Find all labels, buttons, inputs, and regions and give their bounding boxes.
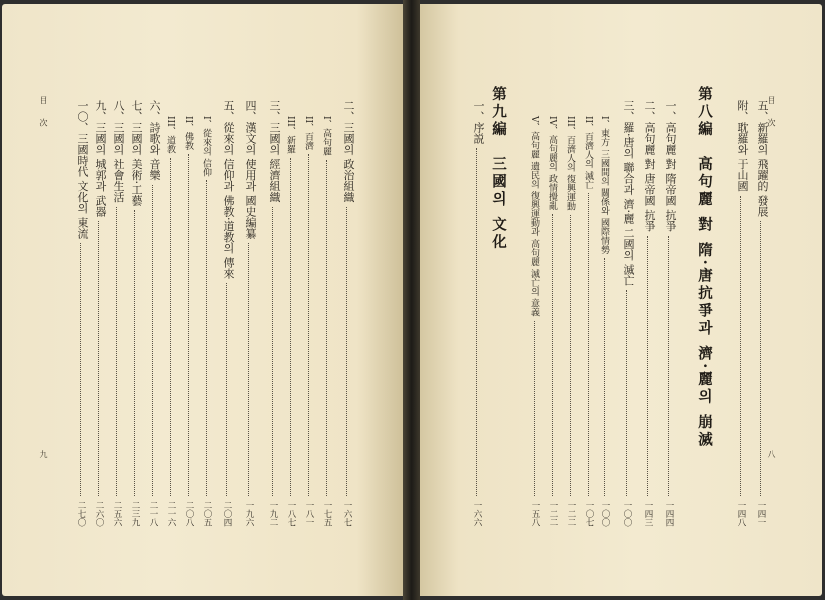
folio: 八 (767, 450, 776, 458)
dot-leader (552, 214, 553, 496)
dot-leader (534, 321, 535, 496)
toc-entry-page: 二七〇 (76, 501, 86, 527)
toc-entry-page: 一四四 (664, 501, 674, 527)
toc-entry-page: 二一六 (166, 501, 176, 527)
toc-entry-label: 八、三國의 社會生活 (112, 100, 125, 203)
toc-entry-page: 一六六 (472, 501, 482, 527)
toc-entry-label: 一、高句麗 對 隋帝國 抗爭 (664, 100, 677, 232)
toc-entry-page: 一五八 (530, 501, 540, 527)
dot-leader (760, 221, 761, 496)
dot-leader (668, 236, 669, 497)
toc-entry-page: 一〇〇 (622, 501, 632, 527)
dot-leader (740, 196, 741, 497)
toc-entry-label: 五、新羅의 飛躍的 發展 (756, 100, 769, 217)
left-page (2, 4, 405, 596)
toc-entry-label: II、百濟 (303, 116, 313, 151)
toc-entry-page: 一八一 (304, 501, 314, 527)
dot-leader (346, 207, 347, 497)
toc-entry-label: 二、高句麗 對 唐帝國 抗爭 (643, 100, 656, 232)
toc-entry-page: 一〇七 (584, 501, 594, 527)
dot-leader (80, 243, 81, 496)
dot-leader (647, 236, 648, 497)
toc-entry-label: II、佛教 (183, 116, 193, 151)
dot-leader (626, 290, 627, 496)
dot-leader (570, 215, 571, 496)
toc-entry-label: III、百濟人의 復興運動 (565, 116, 575, 211)
toc-entry-label: V、高句麗 遺民의 復興運動과 高句麗 滅亡의 意義 (529, 116, 539, 317)
running-head: 目 次 (39, 96, 48, 133)
toc-entry-page: 二三九 (130, 501, 140, 527)
toc-entry-page: 一六七 (342, 501, 352, 527)
dot-leader (308, 154, 309, 496)
toc-entry-page: 一九二 (268, 501, 278, 527)
toc-entry-label: 一〇、三國時代 文化의 東流 (76, 100, 89, 239)
part-heading: 第八編 高句麗 對 隋·唐抗爭과 濟·麗의 崩滅 (696, 86, 713, 450)
dot-leader (170, 158, 171, 496)
toc-entry-label: 五、從來의 信仰과 佛教·道教의 傳來 (222, 100, 235, 279)
dot-leader (206, 180, 207, 496)
toc-entry-label: 三、羅·唐의 聯合과 濟·麗 二國의 滅亡 (622, 100, 635, 286)
dot-leader (134, 210, 135, 496)
toc-entry-page: 二〇五 (202, 501, 212, 527)
toc-entry-page: 一七五 (322, 501, 332, 527)
toc-entry-page: 一〇〇 (600, 501, 610, 527)
toc-entry-page: 一四三 (643, 501, 653, 527)
toc-entry-page: 一四八 (736, 501, 746, 527)
dot-leader (248, 243, 249, 496)
book-gutter (403, 0, 420, 600)
toc-entry-page: 二六〇 (94, 501, 104, 527)
toc-entry-label: I、從來의 信仰 (201, 116, 211, 177)
dot-leader (98, 221, 99, 496)
toc-entry-page: 一八七 (286, 501, 296, 527)
dot-leader (188, 154, 189, 496)
toc-entry-page: 一四一 (756, 501, 766, 527)
toc-entry-label: 三、三國의 經濟組織 (268, 100, 281, 203)
dot-leader (588, 193, 589, 496)
toc-entry-label: 九、三國의 城郭과 武器 (94, 100, 107, 217)
toc-entry-label: 二、三國의 政治組織 (342, 100, 355, 203)
toc-entry-label: II、百濟人의 滅亡 (583, 116, 593, 189)
toc-entry-page: 二一八 (148, 501, 158, 527)
toc-entry-label: I、東方 三國間의 關係와 國際情勢 (599, 116, 609, 255)
toc-entry-label: 附、耽羅와 于山國 (736, 100, 749, 192)
toc-entry-page: 二〇四 (222, 501, 232, 527)
toc-entry-label: I、高句麗 (321, 116, 331, 156)
toc-entry-label: 四、漢文의 使用과 國史編纂 (244, 100, 257, 239)
right-page (418, 4, 822, 596)
toc-entry-label: III、新羅 (285, 116, 295, 154)
folio: 九 (39, 450, 48, 458)
dot-leader (226, 283, 227, 496)
dot-leader (326, 160, 327, 496)
toc-entry-page: 一二二 (566, 501, 576, 527)
dot-leader (476, 148, 477, 496)
toc-entry-page: 二〇八 (184, 501, 194, 527)
dot-leader (152, 185, 153, 497)
toc-entry-page: 一二二 (548, 501, 558, 527)
toc-entry-page: 二五六 (112, 501, 122, 527)
toc-entry-label: III、道教 (165, 116, 175, 154)
toc-entry-label: 七、三國의 美術·工藝 (130, 100, 143, 206)
dot-leader (116, 207, 117, 497)
toc-entry-page: 一九六 (244, 501, 254, 527)
toc-entry-label: 六、詩歌와 音樂 (148, 100, 161, 181)
part-heading: 第九編 三國의 文化 (490, 86, 507, 252)
dot-leader (272, 207, 273, 497)
toc-entry-label: 一、序説 (472, 100, 485, 144)
running-head: 目 次 (767, 96, 776, 133)
dot-leader (604, 258, 605, 496)
dot-leader (290, 158, 291, 496)
toc-entry-label: IV、高句麗의 政情攪亂 (547, 116, 557, 210)
